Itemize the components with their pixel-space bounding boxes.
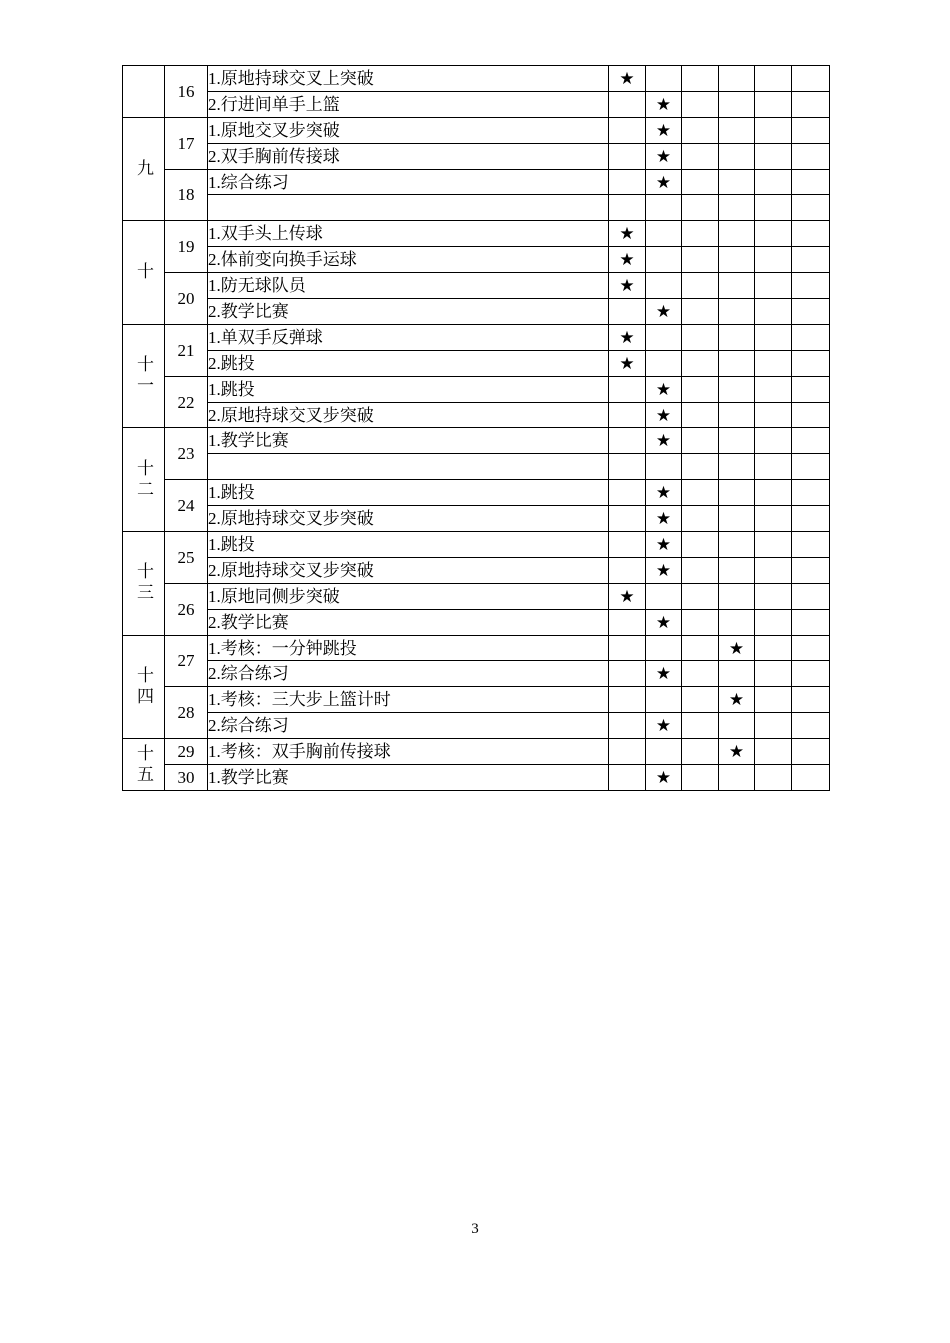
- lesson-content-cell: 1.跳投: [208, 532, 609, 558]
- star-icon: ★: [655, 405, 672, 425]
- mark-cell-col-3: [682, 532, 719, 558]
- table-row: [123, 506, 830, 532]
- mark-cell-col-2: [646, 765, 682, 791]
- lesson-content-cell: 2.体前变向换手运球: [208, 247, 609, 273]
- mark-cell-col-1: [609, 635, 646, 661]
- mark-cell-col-2: [646, 428, 682, 454]
- mark-cell-col-3: [682, 609, 719, 635]
- lesson-number-cell: 25: [165, 532, 208, 584]
- lesson-content-cell: 1.原地同侧步突破: [208, 583, 609, 609]
- table-row: [123, 324, 830, 350]
- mark-cell-col-3: [682, 402, 719, 428]
- table-row: [123, 609, 830, 635]
- mark-cell-col-2: [646, 454, 682, 480]
- mark-cell-col-1: [609, 299, 646, 325]
- star-icon: ★: [655, 716, 672, 736]
- table-row: [123, 713, 830, 739]
- lesson-number-cell: 22: [165, 376, 208, 428]
- mark-cell-col-1: [609, 765, 646, 791]
- lesson-number-cell: 24: [165, 480, 208, 532]
- mark-cell-col-1: [609, 583, 646, 609]
- star-icon: ★: [619, 250, 635, 270]
- table-row: [123, 557, 830, 583]
- mark-cell-col-6: [792, 454, 830, 480]
- mark-cell-col-1: [609, 480, 646, 506]
- lesson-number-cell: 28: [165, 687, 208, 739]
- mark-cell-col-3: [682, 557, 719, 583]
- mark-cell-col-3: [682, 169, 719, 195]
- mark-cell-col-6: [792, 195, 830, 221]
- mark-cell-col-1: [609, 713, 646, 739]
- mark-cell-col-4: [719, 635, 755, 661]
- mark-cell-col-5: [755, 739, 792, 765]
- mark-cell-col-4: [719, 324, 755, 350]
- mark-cell-col-1: [609, 454, 646, 480]
- table-row: [123, 195, 830, 221]
- mark-cell-col-4: [719, 532, 755, 558]
- mark-cell-col-1: [609, 143, 646, 169]
- mark-cell-col-2: [646, 376, 682, 402]
- star-icon: ★: [655, 146, 672, 166]
- mark-cell-col-4: [719, 557, 755, 583]
- star-icon: ★: [655, 509, 672, 529]
- lesson-number-cell: 18: [165, 169, 208, 221]
- mark-cell-col-3: [682, 506, 719, 532]
- lesson-content-cell: 1.原地交叉步突破: [208, 117, 609, 143]
- mark-cell-col-6: [792, 376, 830, 402]
- mark-cell-col-4: [719, 350, 755, 376]
- mark-cell-col-6: [792, 143, 830, 169]
- mark-cell-col-6: [792, 247, 830, 273]
- table-row: [123, 739, 830, 765]
- lesson-content-cell: 2.原地持球交叉步突破: [208, 506, 609, 532]
- mark-cell-col-2: [646, 143, 682, 169]
- mark-cell-col-6: [792, 713, 830, 739]
- mark-cell-col-5: [755, 661, 792, 687]
- mark-cell-col-3: [682, 350, 719, 376]
- mark-cell-col-5: [755, 221, 792, 247]
- lesson-content-cell: 2.行进间单手上篮: [208, 91, 609, 117]
- mark-cell-col-2: [646, 350, 682, 376]
- star-icon: ★: [655, 431, 672, 451]
- mark-cell-col-5: [755, 169, 792, 195]
- lesson-content-cell: 2.教学比赛: [208, 609, 609, 635]
- mark-cell-col-5: [755, 273, 792, 299]
- mark-cell-col-6: [792, 428, 830, 454]
- mark-cell-col-3: [682, 765, 719, 791]
- lesson-content-cell: 2.综合练习: [208, 661, 609, 687]
- lesson-content-cell: 2.双手胸前传接球: [208, 143, 609, 169]
- mark-cell-col-2: [646, 661, 682, 687]
- mark-cell-col-2: [646, 117, 682, 143]
- mark-cell-col-2: [646, 273, 682, 299]
- star-icon: ★: [619, 353, 635, 373]
- mark-cell-col-2: [646, 221, 682, 247]
- mark-cell-col-2: [646, 739, 682, 765]
- mark-cell-col-6: [792, 273, 830, 299]
- lesson-content-cell: 2.综合练习: [208, 713, 609, 739]
- table-row: [123, 169, 830, 195]
- mark-cell-col-4: [719, 66, 755, 92]
- star-icon: ★: [728, 690, 745, 710]
- mark-cell-col-1: [609, 91, 646, 117]
- star-icon: ★: [655, 612, 672, 632]
- mark-cell-col-2: [646, 195, 682, 221]
- mark-cell-col-1: [609, 66, 646, 92]
- mark-cell-col-4: [719, 143, 755, 169]
- mark-cell-col-3: [682, 247, 719, 273]
- lesson-content-cell: 2.教学比赛: [208, 299, 609, 325]
- star-icon: ★: [728, 638, 745, 658]
- mark-cell-col-2: [646, 557, 682, 583]
- table-row: [123, 480, 830, 506]
- mark-cell-col-2: [646, 583, 682, 609]
- mark-cell-col-4: [719, 454, 755, 480]
- mark-cell-col-1: [609, 609, 646, 635]
- mark-cell-col-4: [719, 169, 755, 195]
- mark-cell-col-4: [719, 299, 755, 325]
- week-cell: 十三: [123, 532, 165, 636]
- week-cell: 十: [123, 221, 165, 325]
- mark-cell-col-5: [755, 532, 792, 558]
- mark-cell-col-6: [792, 687, 830, 713]
- mark-cell-col-3: [682, 713, 719, 739]
- mark-cell-col-6: [792, 299, 830, 325]
- mark-cell-col-6: [792, 350, 830, 376]
- table-row: [123, 221, 830, 247]
- lesson-content-cell: 1.考核：双手胸前传接球: [208, 739, 609, 765]
- lesson-number-cell: 27: [165, 635, 208, 687]
- lesson-content-cell: 1.防无球队员: [208, 273, 609, 299]
- mark-cell-col-1: [609, 428, 646, 454]
- mark-cell-col-6: [792, 324, 830, 350]
- mark-cell-col-5: [755, 713, 792, 739]
- lesson-content-cell: 1.原地持球交叉上突破: [208, 66, 609, 92]
- lesson-number-cell: 23: [165, 428, 208, 480]
- mark-cell-col-5: [755, 506, 792, 532]
- star-icon: ★: [655, 301, 672, 321]
- lesson-content-cell: [208, 195, 609, 221]
- page-number: 3: [471, 1221, 479, 1237]
- mark-cell-col-2: [646, 480, 682, 506]
- lesson-content-cell: [208, 454, 609, 480]
- table-row: [123, 143, 830, 169]
- mark-cell-col-6: [792, 66, 830, 92]
- mark-cell-col-4: [719, 506, 755, 532]
- mark-cell-col-6: [792, 765, 830, 791]
- mark-cell-col-3: [682, 661, 719, 687]
- table-row: [123, 247, 830, 273]
- mark-cell-col-6: [792, 739, 830, 765]
- lesson-number-cell: 17: [165, 117, 208, 169]
- mark-cell-col-6: [792, 169, 830, 195]
- mark-cell-col-5: [755, 376, 792, 402]
- mark-cell-col-1: [609, 661, 646, 687]
- mark-cell-col-3: [682, 117, 719, 143]
- lesson-content-cell: 1.跳投: [208, 376, 609, 402]
- mark-cell-col-5: [755, 583, 792, 609]
- star-icon: ★: [619, 224, 635, 244]
- mark-cell-col-5: [755, 247, 792, 273]
- mark-cell-col-2: [646, 66, 682, 92]
- mark-cell-col-3: [682, 583, 719, 609]
- mark-cell-col-4: [719, 583, 755, 609]
- mark-cell-col-1: [609, 506, 646, 532]
- mark-cell-col-5: [755, 299, 792, 325]
- lesson-content-cell: 1.综合练习: [208, 169, 609, 195]
- table-row: [123, 583, 830, 609]
- mark-cell-col-2: [646, 91, 682, 117]
- star-icon: ★: [619, 586, 635, 606]
- star-icon: ★: [728, 742, 745, 762]
- mark-cell-col-6: [792, 661, 830, 687]
- mark-cell-col-5: [755, 350, 792, 376]
- mark-cell-col-6: [792, 402, 830, 428]
- mark-cell-col-3: [682, 687, 719, 713]
- mark-cell-col-3: [682, 91, 719, 117]
- mark-cell-col-1: [609, 739, 646, 765]
- mark-cell-col-2: [646, 299, 682, 325]
- mark-cell-col-2: [646, 687, 682, 713]
- mark-cell-col-6: [792, 635, 830, 661]
- mark-cell-col-5: [755, 765, 792, 791]
- week-cell: 十一: [123, 324, 165, 428]
- star-icon: ★: [655, 120, 672, 140]
- week-cell: 十四: [123, 635, 165, 739]
- mark-cell-col-5: [755, 557, 792, 583]
- table-row: [123, 350, 830, 376]
- mark-cell-col-4: [719, 713, 755, 739]
- mark-cell-col-3: [682, 299, 719, 325]
- mark-cell-col-2: [646, 713, 682, 739]
- mark-cell-col-5: [755, 91, 792, 117]
- mark-cell-col-2: [646, 169, 682, 195]
- mark-cell-col-4: [719, 195, 755, 221]
- lesson-content-cell: 1.教学比赛: [208, 428, 609, 454]
- lesson-content-cell: 1.跳投: [208, 480, 609, 506]
- table-row: [123, 428, 830, 454]
- mark-cell-col-1: [609, 350, 646, 376]
- mark-cell-col-6: [792, 583, 830, 609]
- mark-cell-col-1: [609, 324, 646, 350]
- lesson-number-cell: 21: [165, 324, 208, 376]
- mark-cell-col-1: [609, 532, 646, 558]
- mark-cell-col-3: [682, 195, 719, 221]
- mark-cell-col-4: [719, 247, 755, 273]
- mark-cell-col-2: [646, 609, 682, 635]
- mark-cell-col-6: [792, 506, 830, 532]
- star-icon: ★: [655, 483, 672, 503]
- mark-cell-col-4: [719, 609, 755, 635]
- star-icon: ★: [619, 327, 635, 347]
- table-row: [123, 687, 830, 713]
- mark-cell-col-3: [682, 273, 719, 299]
- mark-cell-col-6: [792, 91, 830, 117]
- mark-cell-col-4: [719, 739, 755, 765]
- table-row: [123, 402, 830, 428]
- schedule-body: [123, 66, 830, 791]
- week-cell: 十五: [123, 739, 165, 791]
- mark-cell-col-6: [792, 609, 830, 635]
- mark-cell-col-5: [755, 195, 792, 221]
- mark-cell-col-5: [755, 454, 792, 480]
- lesson-number-cell: 26: [165, 583, 208, 635]
- course-schedule-table: [122, 65, 830, 791]
- table-row: [123, 635, 830, 661]
- mark-cell-col-5: [755, 480, 792, 506]
- mark-cell-col-5: [755, 324, 792, 350]
- lesson-number-cell: 20: [165, 273, 208, 325]
- lesson-number-cell: 19: [165, 221, 208, 273]
- mark-cell-col-5: [755, 66, 792, 92]
- mark-cell-col-3: [682, 324, 719, 350]
- table-row: [123, 91, 830, 117]
- mark-cell-col-2: [646, 247, 682, 273]
- mark-cell-col-5: [755, 117, 792, 143]
- mark-cell-col-1: [609, 402, 646, 428]
- mark-cell-col-3: [682, 376, 719, 402]
- table-row: [123, 454, 830, 480]
- mark-cell-col-1: [609, 117, 646, 143]
- lesson-content-cell: 1.教学比赛: [208, 765, 609, 791]
- mark-cell-col-3: [682, 480, 719, 506]
- star-icon: ★: [655, 767, 672, 787]
- week-cell: [123, 66, 165, 118]
- mark-cell-col-4: [719, 661, 755, 687]
- mark-cell-col-6: [792, 221, 830, 247]
- star-icon: ★: [655, 379, 672, 399]
- lesson-content-cell: 2.跳投: [208, 350, 609, 376]
- table-row: [123, 66, 830, 92]
- mark-cell-col-3: [682, 221, 719, 247]
- mark-cell-col-6: [792, 480, 830, 506]
- mark-cell-col-3: [682, 428, 719, 454]
- mark-cell-col-3: [682, 66, 719, 92]
- star-icon: ★: [655, 560, 672, 580]
- table-row: [123, 661, 830, 687]
- mark-cell-col-6: [792, 117, 830, 143]
- table-row: [123, 117, 830, 143]
- table-row: [123, 273, 830, 299]
- week-cell: 九: [123, 117, 165, 221]
- mark-cell-col-3: [682, 739, 719, 765]
- star-icon: ★: [619, 68, 635, 88]
- lesson-content-cell: 1.双手头上传球: [208, 221, 609, 247]
- mark-cell-col-1: [609, 557, 646, 583]
- table-row: [123, 765, 830, 791]
- mark-cell-col-5: [755, 687, 792, 713]
- mark-cell-col-4: [719, 480, 755, 506]
- mark-cell-col-4: [719, 428, 755, 454]
- star-icon: ★: [655, 664, 672, 684]
- mark-cell-col-5: [755, 402, 792, 428]
- mark-cell-col-2: [646, 506, 682, 532]
- mark-cell-col-1: [609, 195, 646, 221]
- mark-cell-col-5: [755, 143, 792, 169]
- mark-cell-col-4: [719, 402, 755, 428]
- mark-cell-col-4: [719, 221, 755, 247]
- lesson-content-cell: 1.考核：三大步上篮计时: [208, 687, 609, 713]
- mark-cell-col-2: [646, 532, 682, 558]
- mark-cell-col-4: [719, 273, 755, 299]
- lesson-number-cell: 16: [165, 66, 208, 118]
- star-icon: ★: [655, 94, 672, 114]
- table-row: [123, 299, 830, 325]
- mark-cell-col-4: [719, 765, 755, 791]
- table-row: [123, 376, 830, 402]
- mark-cell-col-6: [792, 557, 830, 583]
- mark-cell-col-5: [755, 609, 792, 635]
- mark-cell-col-2: [646, 635, 682, 661]
- mark-cell-col-3: [682, 635, 719, 661]
- table-row: [123, 532, 830, 558]
- mark-cell-col-4: [719, 91, 755, 117]
- star-icon: ★: [655, 172, 672, 192]
- week-cell: 十二: [123, 428, 165, 532]
- star-icon: ★: [619, 276, 635, 296]
- mark-cell-col-4: [719, 117, 755, 143]
- lesson-content-cell: 1.单双手反弹球: [208, 324, 609, 350]
- mark-cell-col-2: [646, 324, 682, 350]
- mark-cell-col-1: [609, 169, 646, 195]
- star-icon: ★: [655, 534, 672, 554]
- mark-cell-col-3: [682, 454, 719, 480]
- mark-cell-col-4: [719, 376, 755, 402]
- lesson-content-cell: 2.原地持球交叉步突破: [208, 402, 609, 428]
- lesson-number-cell: 30: [165, 765, 208, 791]
- lesson-number-cell: 29: [165, 739, 208, 765]
- mark-cell-col-3: [682, 143, 719, 169]
- mark-cell-col-5: [755, 428, 792, 454]
- mark-cell-col-1: [609, 221, 646, 247]
- lesson-content-cell: 1.考核：一分钟跳投: [208, 635, 609, 661]
- mark-cell-col-1: [609, 273, 646, 299]
- mark-cell-col-6: [792, 532, 830, 558]
- mark-cell-col-1: [609, 376, 646, 402]
- lesson-content-cell: 2.原地持球交叉步突破: [208, 557, 609, 583]
- mark-cell-col-1: [609, 247, 646, 273]
- mark-cell-col-5: [755, 635, 792, 661]
- mark-cell-col-1: [609, 687, 646, 713]
- mark-cell-col-2: [646, 402, 682, 428]
- mark-cell-col-4: [719, 687, 755, 713]
